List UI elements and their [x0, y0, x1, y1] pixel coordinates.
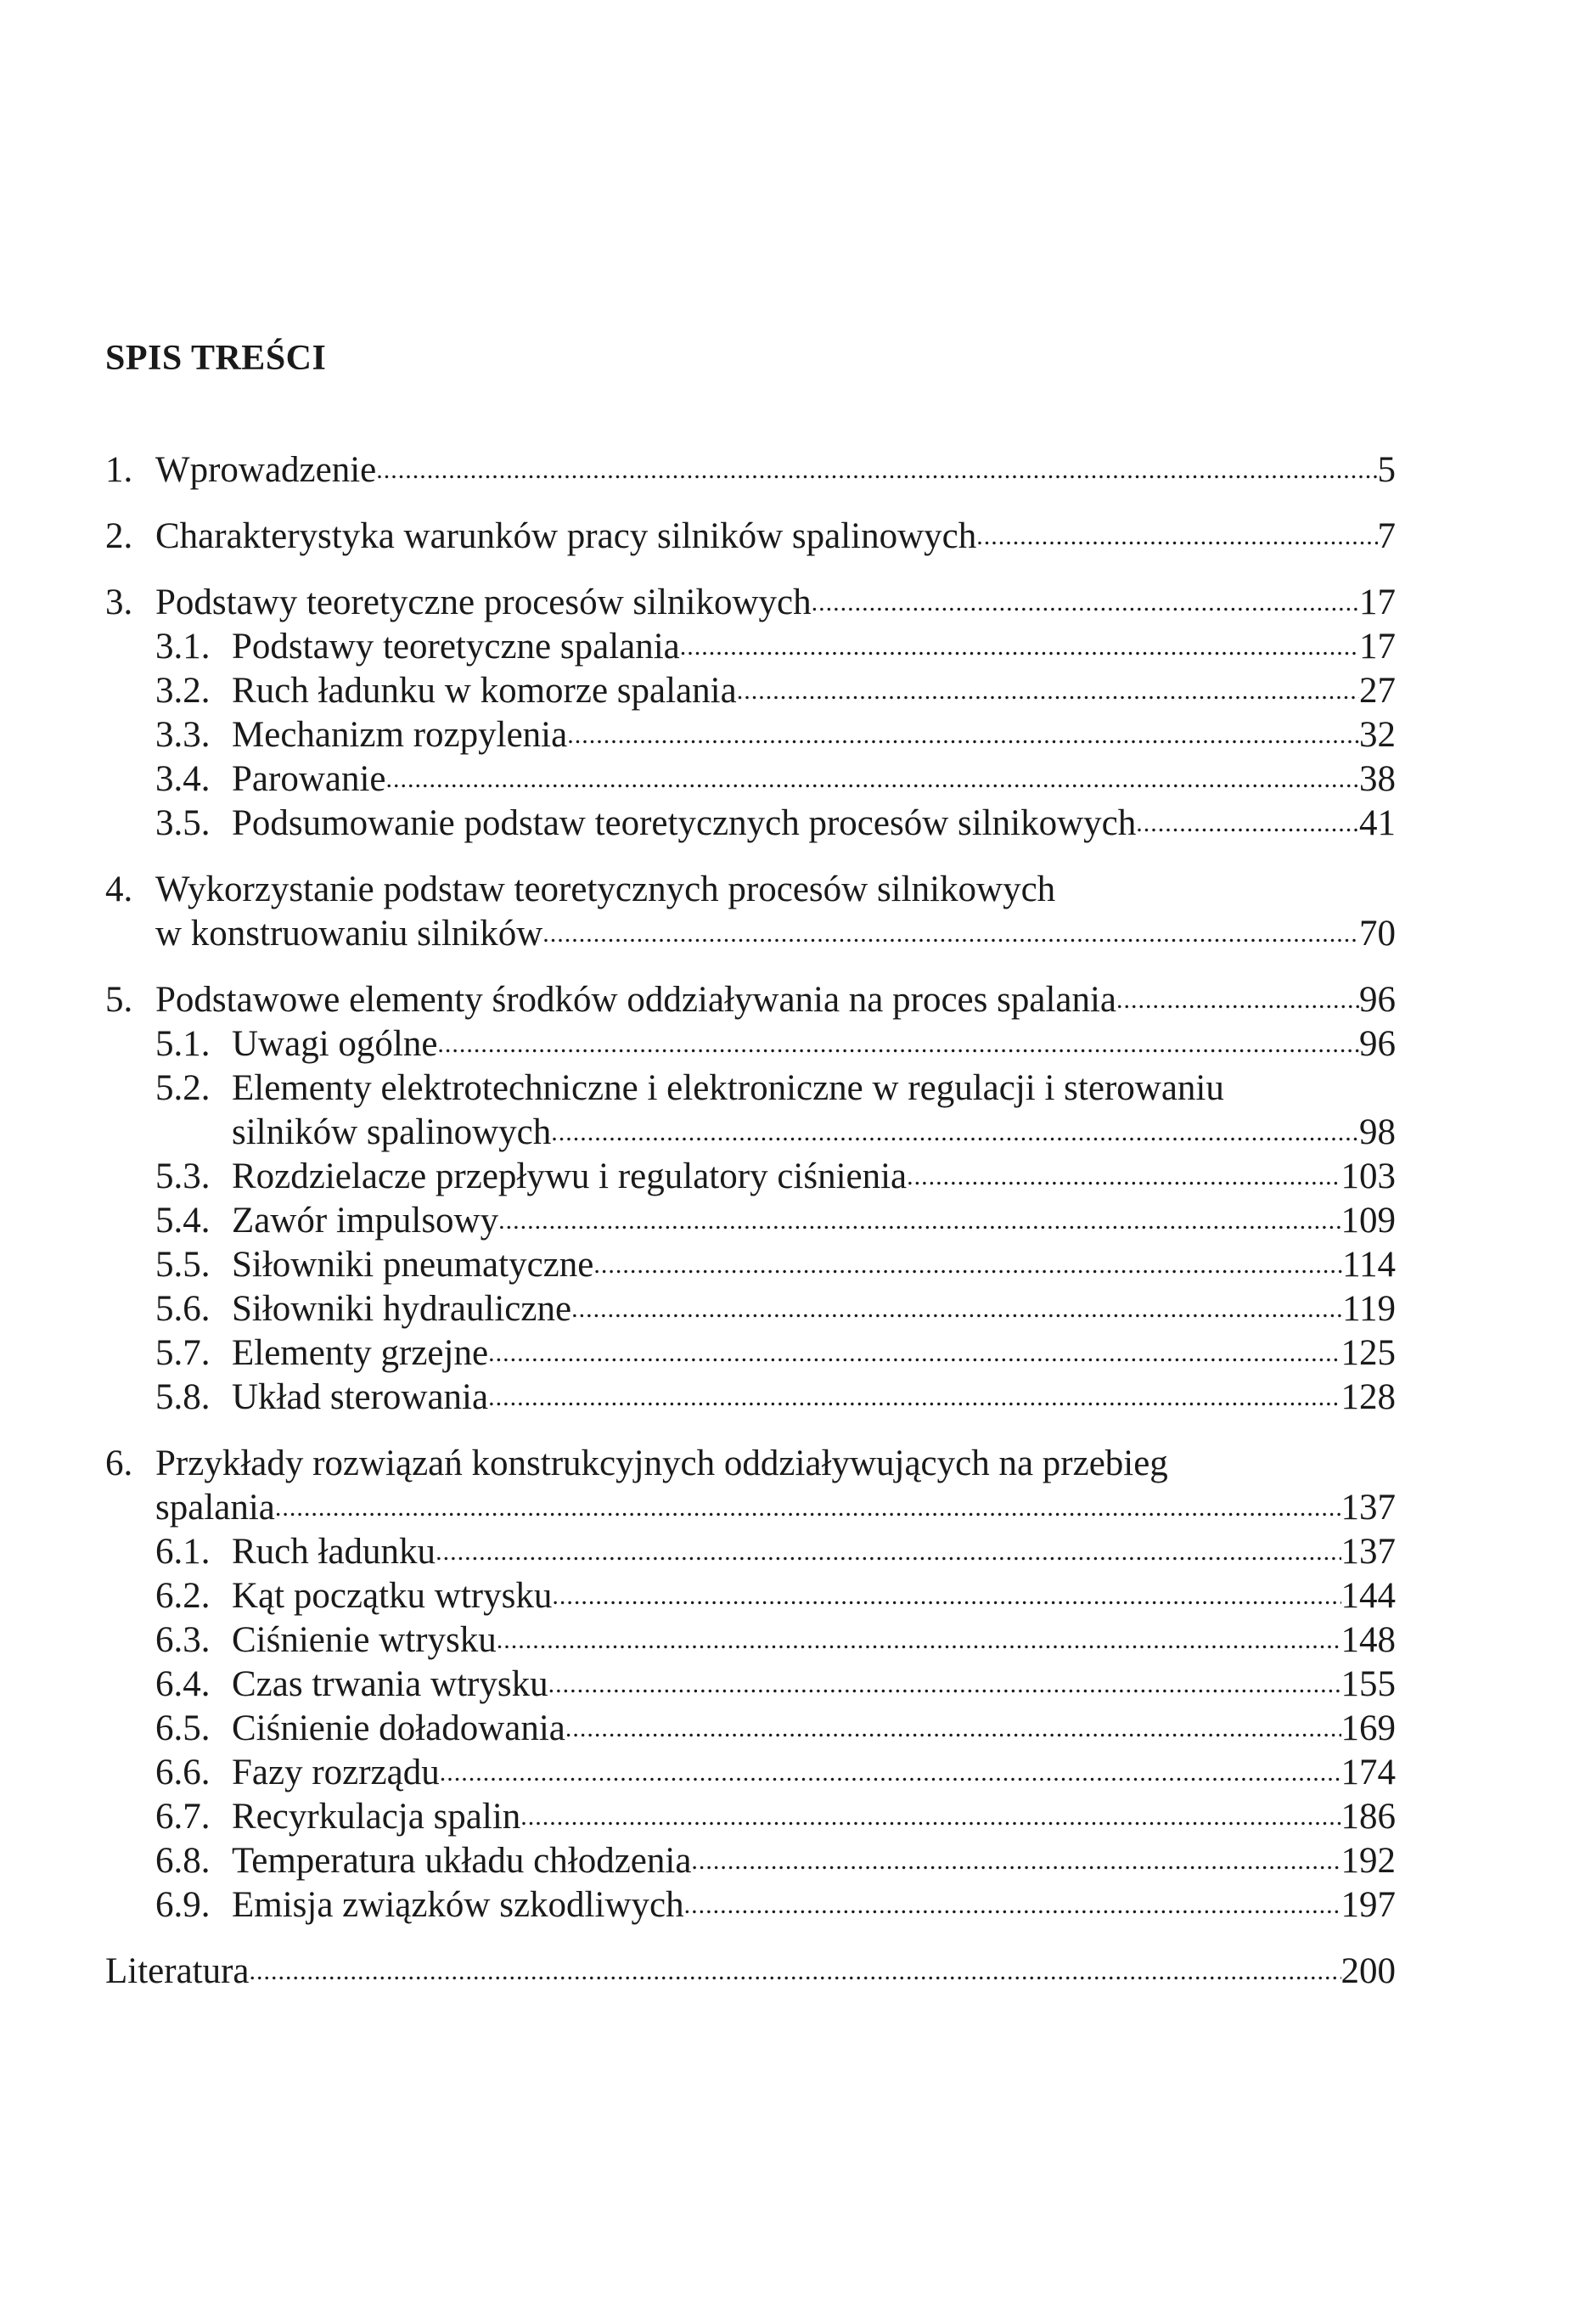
toc-entry-number: 5.1.: [155, 1024, 211, 1064]
toc-chapter-group: [105, 448, 1396, 492]
toc-entry-number: 3.4.: [155, 759, 211, 799]
toc-entry: [105, 1442, 1396, 1486]
toc-entry-title: Zawór impulsowy: [232, 1201, 499, 1241]
dot-leader: [548, 1663, 1341, 1707]
toc-entry-title: Siłowniki pneumatyczne: [232, 1245, 594, 1285]
dot-leader: [976, 515, 1377, 559]
toc-entry-number: 6.3.: [155, 1620, 211, 1660]
toc-entry: [105, 1331, 1396, 1376]
toc-entry-title: Mechanizm rozpylenia: [232, 715, 568, 755]
toc-page-number: 103: [1341, 1156, 1396, 1196]
toc-entry: [105, 448, 1396, 492]
dot-leader: [520, 1795, 1341, 1839]
toc-entry-title: Kąt początku wtrysku: [232, 1576, 553, 1616]
toc-page-number: 144: [1341, 1576, 1396, 1616]
toc-chapter-group: [105, 1950, 1396, 1994]
dot-leader: [386, 757, 1360, 802]
dot-leader: [437, 1022, 1359, 1066]
dot-leader: [1116, 978, 1359, 1022]
toc-entry-number: 5.8.: [155, 1377, 211, 1417]
toc-entry-number: 6.5.: [155, 1708, 211, 1748]
toc-entry-number: 5.6.: [155, 1289, 211, 1329]
toc-page-number: 192: [1341, 1841, 1396, 1881]
dot-leader: [250, 1950, 1341, 1994]
toc-entry: [105, 1883, 1396, 1927]
toc-page-number: 38: [1359, 759, 1396, 799]
toc-entry-number: 6.4.: [155, 1664, 211, 1704]
dot-leader: [565, 1707, 1341, 1751]
toc-page-number: 186: [1341, 1797, 1396, 1837]
toc-entry-title: silników spalinowych: [232, 1112, 552, 1152]
toc-entry-title: w konstruowaniu silników: [155, 914, 543, 954]
dot-leader: [436, 1530, 1341, 1574]
toc-page-number: 200: [1341, 1951, 1396, 1991]
toc-entry-continuation: [105, 1111, 1396, 1155]
toc-page-number: 98: [1359, 1112, 1396, 1152]
toc-entry-number: 6.2.: [155, 1576, 211, 1616]
toc-page-number: 41: [1359, 803, 1396, 843]
toc-entry-title: Recyrkulacja spalin: [232, 1797, 521, 1837]
toc-page-number: 137: [1341, 1532, 1396, 1572]
page-title: SPIS TREŚCI: [105, 339, 327, 378]
dot-leader: [737, 669, 1359, 713]
dot-leader: [488, 1376, 1341, 1420]
toc-entry: [105, 713, 1396, 757]
toc-page-number: 27: [1359, 671, 1396, 711]
toc-entry: [105, 1243, 1396, 1287]
toc-entry-title: Parowanie: [232, 759, 386, 799]
toc-entry-title: Podstawy teoretyczne procesów silnikowych: [155, 582, 812, 622]
toc-entry-number: 3.2.: [155, 671, 211, 711]
toc-entry: [105, 1618, 1396, 1663]
toc-chapter-group: [105, 515, 1396, 559]
dot-leader: [571, 1287, 1342, 1331]
toc-page-number: 70: [1359, 914, 1396, 954]
toc-entry-title: Ciśnienie wtrysku: [232, 1620, 497, 1660]
toc-entry-number: 6.6.: [155, 1753, 211, 1792]
toc-page-number: 96: [1359, 980, 1396, 1020]
dot-leader: [552, 1574, 1341, 1618]
toc-entry: [105, 978, 1396, 1022]
toc-entry: [105, 625, 1396, 669]
toc-page-number: 7: [1377, 516, 1396, 556]
dot-leader: [680, 625, 1359, 669]
toc-entry-number: 4.: [105, 869, 133, 909]
toc-entry-title: Ciśnienie doładowania: [232, 1708, 565, 1748]
toc-entry-number: 5.2.: [155, 1068, 211, 1108]
toc-entry: [105, 515, 1396, 559]
toc-entry: [105, 802, 1396, 846]
toc-entry-continuation: [105, 912, 1396, 956]
toc-entry-title: Temperatura układu chłodzenia: [232, 1841, 692, 1881]
toc-page-number: 128: [1341, 1377, 1396, 1417]
toc-entry-title: Układ sterowania: [232, 1377, 489, 1417]
dot-leader: [691, 1839, 1341, 1883]
toc-entry-title: spalania: [155, 1488, 275, 1528]
toc-entry: [105, 1751, 1396, 1795]
toc-entry-continuation: [105, 1486, 1396, 1530]
dot-leader: [440, 1751, 1341, 1795]
toc-entry-number: 5.7.: [155, 1333, 211, 1373]
toc-entry: [105, 1287, 1396, 1331]
toc-entry: [105, 1574, 1396, 1618]
dot-leader: [567, 713, 1359, 757]
dot-leader: [1136, 802, 1359, 846]
toc-entry: [105, 669, 1396, 713]
toc-entry: [105, 1199, 1396, 1243]
dot-leader: [542, 912, 1359, 956]
dot-leader: [498, 1199, 1341, 1243]
toc-entry: [105, 1795, 1396, 1839]
toc-entry: [105, 1022, 1396, 1066]
toc-page-number: 109: [1341, 1201, 1396, 1241]
toc-entry-title: Podstawowe elementy środków oddziaływania na proces spalania: [155, 980, 1117, 1020]
toc-entry-title: Siłowniki hydrauliczne: [232, 1289, 572, 1329]
toc-entry-number: 3.3.: [155, 715, 211, 755]
toc-entry-title: Wprowadzenie: [155, 450, 377, 490]
toc-entry-title: Rozdzielacze przepływu i regulatory ciśnienia: [232, 1156, 908, 1196]
toc-page-number: 17: [1359, 627, 1396, 667]
dot-leader: [275, 1486, 1341, 1530]
toc-entry-number: 6.7.: [155, 1797, 211, 1837]
toc-chapter-group: [105, 581, 1396, 846]
toc-entry: [105, 1155, 1396, 1199]
toc-entry-title: Podsumowanie podstaw teoretycznych procesów silnikowych: [232, 803, 1137, 843]
toc-entry: [105, 1839, 1396, 1883]
toc-page-number: 197: [1341, 1885, 1396, 1925]
toc-entry: [105, 1530, 1396, 1574]
toc-page-number: 5: [1377, 450, 1396, 490]
dot-leader: [907, 1155, 1341, 1199]
toc-entry-number: 5.4.: [155, 1201, 211, 1241]
dot-leader: [497, 1618, 1341, 1663]
toc-entry-title: Elementy elektrotechniczne i elektroniczne w regulacji i sterowaniu: [232, 1068, 1224, 1108]
toc-entry-number: 6.: [105, 1443, 133, 1483]
toc-entry: [105, 581, 1396, 625]
toc-entry-number: 6.1.: [155, 1532, 211, 1572]
toc-entry: [105, 757, 1396, 802]
toc-chapter-group: [105, 1442, 1396, 1927]
toc-entry-title: Przykłady rozwiązań konstrukcyjnych oddziaływujących na przebieg: [155, 1443, 1168, 1483]
toc-entry-title: Charakterystyka warunków pracy silników spalinowych: [155, 516, 977, 556]
toc-entry: [105, 868, 1396, 912]
toc-entry-title: Ruch ładunku w komorze spalania: [232, 671, 737, 711]
toc-entry-title: Ruch ładunku: [232, 1532, 436, 1572]
toc-chapter-group: [105, 978, 1396, 1420]
dot-leader: [593, 1243, 1342, 1287]
toc-page-number: 148: [1341, 1620, 1396, 1660]
toc-page-number: 137: [1341, 1488, 1396, 1528]
toc-page-number: 174: [1341, 1753, 1396, 1792]
toc-entry: [105, 1376, 1396, 1420]
toc-entry-number: 5.: [105, 980, 133, 1020]
toc-entry: [105, 1707, 1396, 1751]
toc-entry-number: 6.9.: [155, 1885, 211, 1925]
toc-entry: [105, 1663, 1396, 1707]
toc-entry-number: 5.5.: [155, 1245, 211, 1285]
toc-entry-title: Podstawy teoretyczne spalania: [232, 627, 680, 667]
toc-chapter-group: [105, 868, 1396, 956]
toc-page-number: 17: [1359, 582, 1396, 622]
toc-page-number: 96: [1359, 1024, 1396, 1064]
toc-entry-title: Fazy rozrządu: [232, 1753, 440, 1792]
toc-page-number: 32: [1359, 715, 1396, 755]
toc-entry-number: 2.: [105, 516, 133, 556]
toc-entry-title: Uwagi ogólne: [232, 1024, 438, 1064]
toc-entry-number: 5.3.: [155, 1156, 211, 1196]
toc-entry-title: Literatura: [105, 1951, 250, 1991]
dot-leader: [551, 1111, 1359, 1155]
dot-leader: [812, 581, 1359, 625]
toc-page-number: 169: [1341, 1708, 1396, 1748]
toc-entry-title: Czas trwania wtrysku: [232, 1664, 548, 1704]
toc-entry-title: Emisja związków szkodliwych: [232, 1885, 684, 1925]
toc-entry-title: Elementy grzejne: [232, 1333, 489, 1373]
toc-entry-number: 3.5.: [155, 803, 211, 843]
dot-leader: [488, 1331, 1341, 1376]
toc-page-number: 119: [1342, 1289, 1396, 1329]
toc-entry-number: 3.: [105, 582, 133, 622]
toc-page-number: 125: [1341, 1333, 1396, 1373]
toc-page-number: 114: [1342, 1245, 1396, 1285]
dot-leader: [684, 1883, 1341, 1927]
dot-leader: [376, 448, 1377, 492]
toc-entry: [105, 1950, 1396, 1994]
table-of-contents: [105, 448, 1396, 2016]
toc-entry-number: 1.: [105, 450, 133, 490]
toc-entry-number: 3.1.: [155, 627, 211, 667]
toc-page-number: 155: [1341, 1664, 1396, 1704]
toc-entry-number: 6.8.: [155, 1841, 211, 1881]
toc-entry-title: Wykorzystanie podstaw teoretycznych procesów silnikowych: [155, 869, 1056, 909]
toc-entry: [105, 1066, 1396, 1111]
